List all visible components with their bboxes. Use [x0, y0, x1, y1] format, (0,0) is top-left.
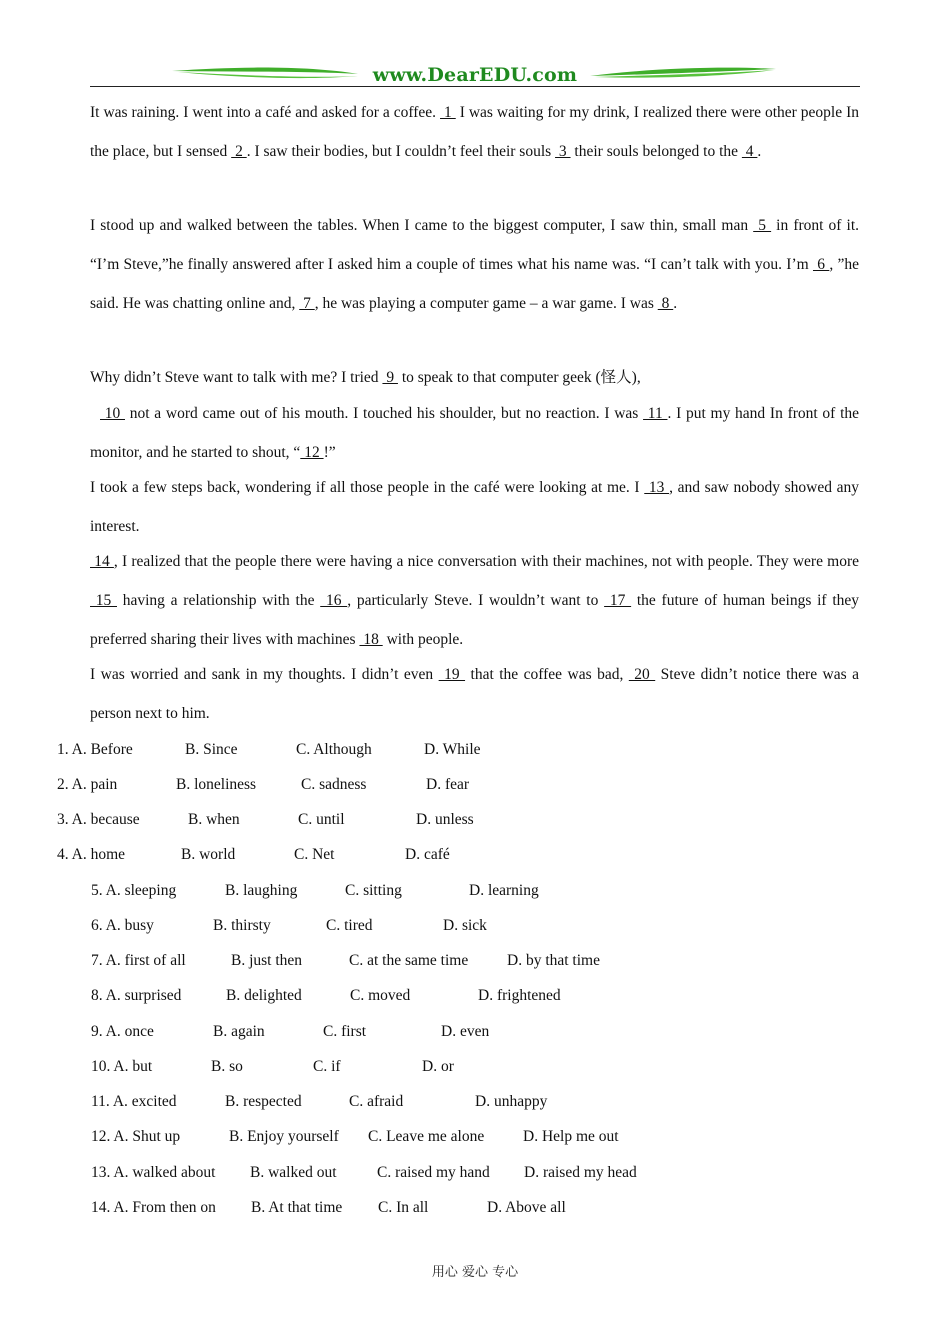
passage-paragraph-6: 14 , I realized that the people there were having a nice conversation with their machines, not with people. They were more 15 having a relationship with the 16 , particularly Steve. I wouldn’t want to 17 the future of human beings if they preferred sharing their lives with machines 18 with people.	[90, 553, 859, 648]
option-b: B. walked out	[250, 1164, 337, 1181]
option-a: 14. A. From then on	[91, 1199, 216, 1216]
option-d: D. or	[422, 1058, 454, 1075]
header-rule	[90, 86, 860, 87]
passage-paragraph-5: I took a few steps back, wondering if all those people in the café were looking at me. I 13 , and saw nobody showed any interest.	[90, 479, 859, 535]
page-footer: 用心 爱心 专心	[431, 1265, 519, 1280]
blank-13: 13	[644, 479, 670, 496]
blank-6: 6	[812, 256, 830, 273]
option-b: B. loneliness	[176, 776, 257, 793]
option-a: 7. A. first of all	[91, 952, 186, 969]
blank-14: 14	[90, 553, 114, 570]
option-d: D. learning	[469, 882, 539, 899]
option-b: B. thirsty	[213, 917, 271, 934]
option-c: C. Although	[296, 741, 372, 758]
blank-1: 1	[440, 104, 456, 121]
option-b: B. delighted	[226, 987, 302, 1004]
option-a: 6. A. busy	[91, 917, 154, 934]
option-d: D. by that time	[507, 952, 600, 969]
blank-17: 17	[604, 592, 632, 609]
option-c: C. moved	[350, 987, 411, 1004]
option-c: C. at the same time	[349, 952, 469, 969]
option-b: B. laughing	[225, 882, 298, 899]
option-c: C. until	[298, 811, 345, 828]
option-b: B. Since	[185, 741, 238, 758]
option-c: C. sadness	[301, 776, 367, 793]
option-d: D. unhappy	[475, 1093, 548, 1110]
option-c: C. afraid	[349, 1093, 404, 1110]
blank-5: 5	[753, 217, 772, 234]
option-d: D. Help me out	[523, 1128, 619, 1145]
option-a: 2. A. pain	[57, 776, 118, 793]
option-d: D. unless	[416, 811, 474, 828]
option-a: 13. A. walked about	[91, 1164, 216, 1181]
blank-16: 16	[320, 592, 348, 609]
passage-paragraph-1: It was raining. I went into a café and asked for a coffee. 1 I was waiting for my drink, I realized there were other people In the place, but I sensed 2 . I saw their bodies, but I couldn’t feel their souls 3 their souls belonged to the 4 .	[90, 104, 859, 160]
site-logo-text: www.DearEDU.com	[372, 64, 578, 86]
option-a: 4. A. home	[57, 846, 126, 863]
option-d: D. Above all	[487, 1199, 566, 1216]
blank-18: 18	[359, 631, 383, 648]
option-b: B. when	[188, 811, 240, 828]
blank-10: 10	[100, 405, 125, 422]
option-b: B. Enjoy yourself	[229, 1128, 339, 1145]
option-b: B. world	[181, 846, 236, 863]
option-a: 1. A. Before	[57, 741, 133, 758]
blank-3: 3	[555, 143, 571, 160]
option-c: C. Leave me alone	[368, 1128, 485, 1145]
option-d: D. raised my head	[524, 1164, 637, 1181]
blank-12: 12	[300, 444, 324, 461]
option-a: 12. A. Shut up	[91, 1128, 181, 1145]
blank-4: 4	[741, 143, 758, 160]
option-b: B. At that time	[251, 1199, 343, 1216]
option-d: D. frightened	[478, 987, 561, 1004]
option-d: D. While	[424, 741, 481, 758]
option-d: D. café	[405, 846, 450, 863]
option-c: C. raised my hand	[377, 1164, 490, 1181]
option-d: D. fear	[426, 776, 470, 793]
blank-11: 11	[643, 405, 668, 422]
option-d: D. even	[441, 1023, 490, 1040]
option-c: C. Net	[294, 846, 335, 863]
blank-9: 9	[382, 369, 398, 386]
option-c: C. sitting	[345, 882, 402, 899]
option-c: C. if	[313, 1058, 341, 1075]
option-a: 3. A. because	[57, 811, 140, 828]
option-c: C. In all	[378, 1199, 429, 1216]
option-a: 11. A. excited	[91, 1093, 177, 1110]
option-a: 8. A. surprised	[91, 987, 182, 1004]
option-b: B. just then	[231, 952, 303, 969]
blank-2: 2	[231, 143, 247, 160]
option-d: D. sick	[443, 917, 487, 934]
passage-paragraph-4: 10 not a word came out of his mouth. I touched his shoulder, but no reaction. I was 11 . I put my hand In front of the monitor, and he started to shout, “ 12 !”	[90, 405, 860, 461]
passage-paragraph-2: I stood up and walked between the tables. When I came to the biggest computer, I saw thin, small man 5 in front of it. “I’m Steve,”he finally answered after I asked him a couple of times what his name was. “I can’t talk with you. I’m 6 , ”he said. He was chatting online and, 7 , he was playing a computer game – a war game. I was 8 .	[90, 217, 860, 312]
site-header	[90, 62, 860, 88]
blank-7: 7	[299, 295, 315, 312]
option-b: B. so	[211, 1058, 243, 1075]
option-c: C. first	[323, 1023, 367, 1040]
option-b: B. respected	[225, 1093, 302, 1110]
option-a: 9. A. once	[91, 1023, 154, 1040]
blank-20: 20	[628, 666, 656, 683]
blank-19: 19	[438, 666, 466, 683]
option-a: 5. A. sleeping	[91, 882, 177, 899]
passage-paragraph-3: Why didn’t Steve want to talk with me? I tried 9 to speak to that computer geek (怪人),	[90, 369, 641, 386]
blank-8: 8	[657, 295, 674, 312]
passage-paragraph-7: I was worried and sank in my thoughts. I didn’t even 19 that the coffee was bad, 20 Steve didn’t notice there was a person next to him.	[90, 666, 859, 722]
option-a: 10. A. but	[91, 1058, 153, 1075]
option-b: B. again	[213, 1023, 265, 1040]
option-c: C. tired	[326, 917, 373, 934]
blank-15: 15	[90, 592, 117, 609]
